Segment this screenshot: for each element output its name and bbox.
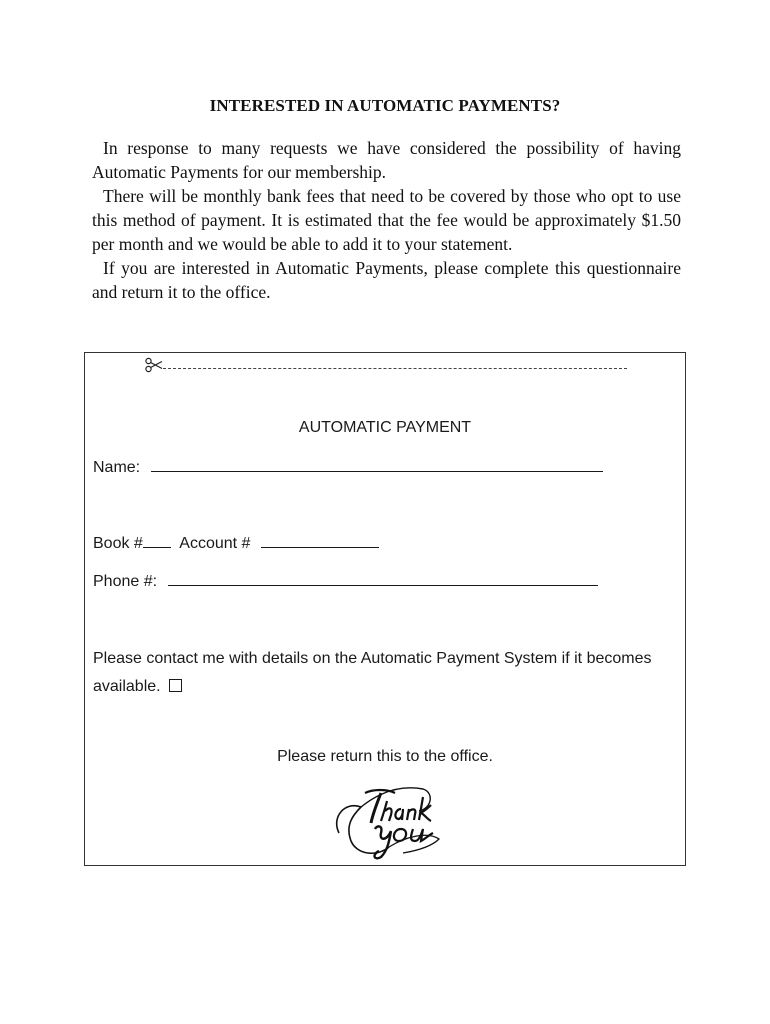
account-number-field[interactable] — [261, 533, 379, 548]
intro-paragraph: There will be monthly bank fees that need to be covered by those who opt to use this method of payment. It is estimated that the fee would be approximately $1.50 per month and we would be able to add it to your statement. — [92, 186, 681, 254]
book-account-row — [93, 533, 379, 553]
return-note: Please return this to the office. — [277, 748, 493, 765]
phone-label: Phone #: — [93, 573, 158, 590]
account-label: Account # — [179, 535, 251, 552]
dashed-cut-line — [163, 368, 627, 369]
thank-you-calligraphy — [331, 781, 441, 863]
book-number-field[interactable] — [143, 533, 171, 548]
intro-paragraph: If you are interested in Automatic Payments, please complete this questionnaire and return it to the office. — [92, 258, 681, 302]
book-label: Book # — [93, 535, 143, 552]
name-row — [93, 457, 603, 477]
form-heading: AUTOMATIC PAYMENT — [298, 419, 472, 436]
phone-row — [93, 571, 598, 591]
phone-field[interactable] — [168, 571, 598, 586]
cut-line — [145, 357, 627, 373]
contact-checkbox[interactable] — [169, 679, 182, 692]
page-title: INTERESTED IN AUTOMATIC PAYMENTS? — [209, 96, 561, 115]
automatic-payment-form — [84, 352, 686, 866]
contact-request — [93, 645, 679, 701]
name-field[interactable] — [151, 457, 603, 472]
intro-text — [92, 136, 681, 304]
name-label: Name: — [93, 459, 141, 476]
intro-paragraph: In response to many requests we have considered the possibility of having Automatic Payments for our membership. — [92, 138, 681, 182]
contact-text: Please contact me with details on the Automatic Payment System if it becomes available. — [93, 650, 652, 695]
scissors-icon — [145, 357, 163, 373]
